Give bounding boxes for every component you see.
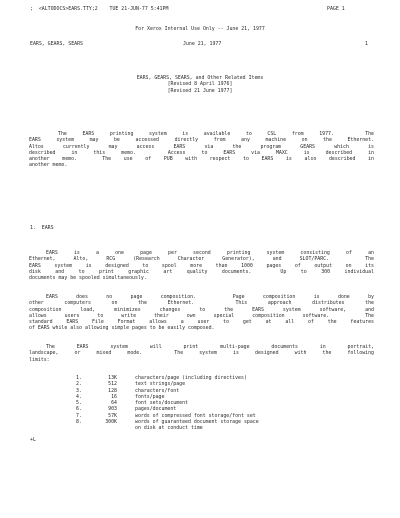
limit-value: 13K <box>108 375 117 381</box>
limit-description: text strings/page <box>135 381 186 388</box>
text-line: allows users to write their own special composition software. The <box>29 312 374 319</box>
item-number: 5. <box>76 400 82 407</box>
running-date: June 21, 1977 <box>183 41 222 47</box>
text-line: described in this memo. Access to EARS via MAXC is described in <box>29 149 374 156</box>
limit-description: words of guaranteed document storage space <box>135 419 259 426</box>
limit-description: font sets/document <box>135 400 188 407</box>
ears-description-paragraph <box>29 250 374 281</box>
text-line: another memo. <box>29 162 68 169</box>
list-item <box>76 425 259 431</box>
title-line: EARS, GEARS, SEARS, and Other Related Items <box>136 75 264 81</box>
text-line: of EARS while also allowing simple pages to be easily composed. <box>29 325 215 332</box>
limits-list <box>76 375 259 432</box>
limit-value: 64 <box>111 400 117 407</box>
limit-value: 128 <box>108 387 117 394</box>
limit-description: characters/page (including directives) <box>135 375 247 381</box>
limit-description: pages/document <box>135 406 177 413</box>
running-title: EARS, GEARS, SEARS <box>30 41 83 47</box>
text-line: landscape, or mixed mode. The system is designed with the following <box>29 350 374 357</box>
limit-description: fonts/page <box>135 393 165 400</box>
text-line: limits: <box>29 356 50 363</box>
text-line: disk and to print graphic art quality documents. Up to 300 individual <box>29 268 374 275</box>
document-title <box>0 75 400 94</box>
limit-value: 300K <box>105 419 117 426</box>
limit-value: 57K <box>108 412 117 419</box>
text-line: The EARS printing system is available to CSL from 1977. The <box>58 131 374 137</box>
limit-description: words of compressed font storage/font set <box>135 412 256 419</box>
text-line: Altos currently may access EARS via the program GEARS which is <box>29 143 374 150</box>
item-number: 4. <box>76 393 82 400</box>
limit-value: 16 <box>111 393 117 400</box>
item-number: 2. <box>76 381 82 388</box>
text-line: composition load, minimizes changes to the EARS system software, and <box>29 306 374 313</box>
intro-paragraph <box>29 131 374 169</box>
limit-description: on disk at conduct time <box>135 425 203 432</box>
revision-line: [Revised 8 April 1976] <box>167 81 233 88</box>
text-line: EARS does no page composition. Page composition is done by <box>46 294 374 300</box>
item-number: 7. <box>76 412 82 419</box>
text-line: EARS system may be accessed directly from any machine on the Ethernet. <box>29 137 374 144</box>
item-number: 1. <box>76 375 82 381</box>
text-line: other computers on the Ethernet. This approach distributes the <box>29 300 374 307</box>
text-line: The EARS system will print multi-page documents in portrait, <box>46 344 374 350</box>
revision-line: [Revised 21 June 1977] <box>167 87 233 94</box>
composition-paragraph <box>29 294 374 332</box>
text-line: EARS system is designed to spool more than 1000 pages of output on its <box>29 262 374 269</box>
page-label: PAGE 1 <box>327 6 345 12</box>
text-line: another memo. The use of PUB with respect to EARS is also described in <box>29 156 374 163</box>
section-heading: 1. EARS <box>30 225 54 231</box>
internal-use-notice: For Xerox Internal Use Only -- June 21, 1977 <box>135 26 265 32</box>
item-number: 8. <box>76 419 82 426</box>
limit-value: 903 <box>108 406 117 413</box>
item-number <box>76 425 87 431</box>
item-number: 6. <box>76 406 82 413</box>
text-line: documents may be spooled simultaneously. <box>29 275 147 282</box>
text-line: Ethernet, Alto, RCG (Research Character Generator), and SLOT/PARC. The <box>29 256 374 263</box>
item-number: 3. <box>76 387 82 394</box>
text-line: standard EARS File Format allows a user to get at all of the features <box>29 319 374 326</box>
text-line: EARS is a one page per second printing system consisting of an <box>46 250 374 256</box>
limit-description: characters/font <box>135 387 180 394</box>
limit-value: 512 <box>108 381 117 388</box>
page-number: 1 <box>365 41 368 47</box>
limit-value <box>87 425 135 431</box>
limits-intro-paragraph <box>29 344 374 363</box>
file-header-line: ; <ALTODOCS>EARS.TTY;2 TUE 21-JUN-77 5:41PM <box>30 6 169 12</box>
footer-mark: +L <box>30 437 36 443</box>
